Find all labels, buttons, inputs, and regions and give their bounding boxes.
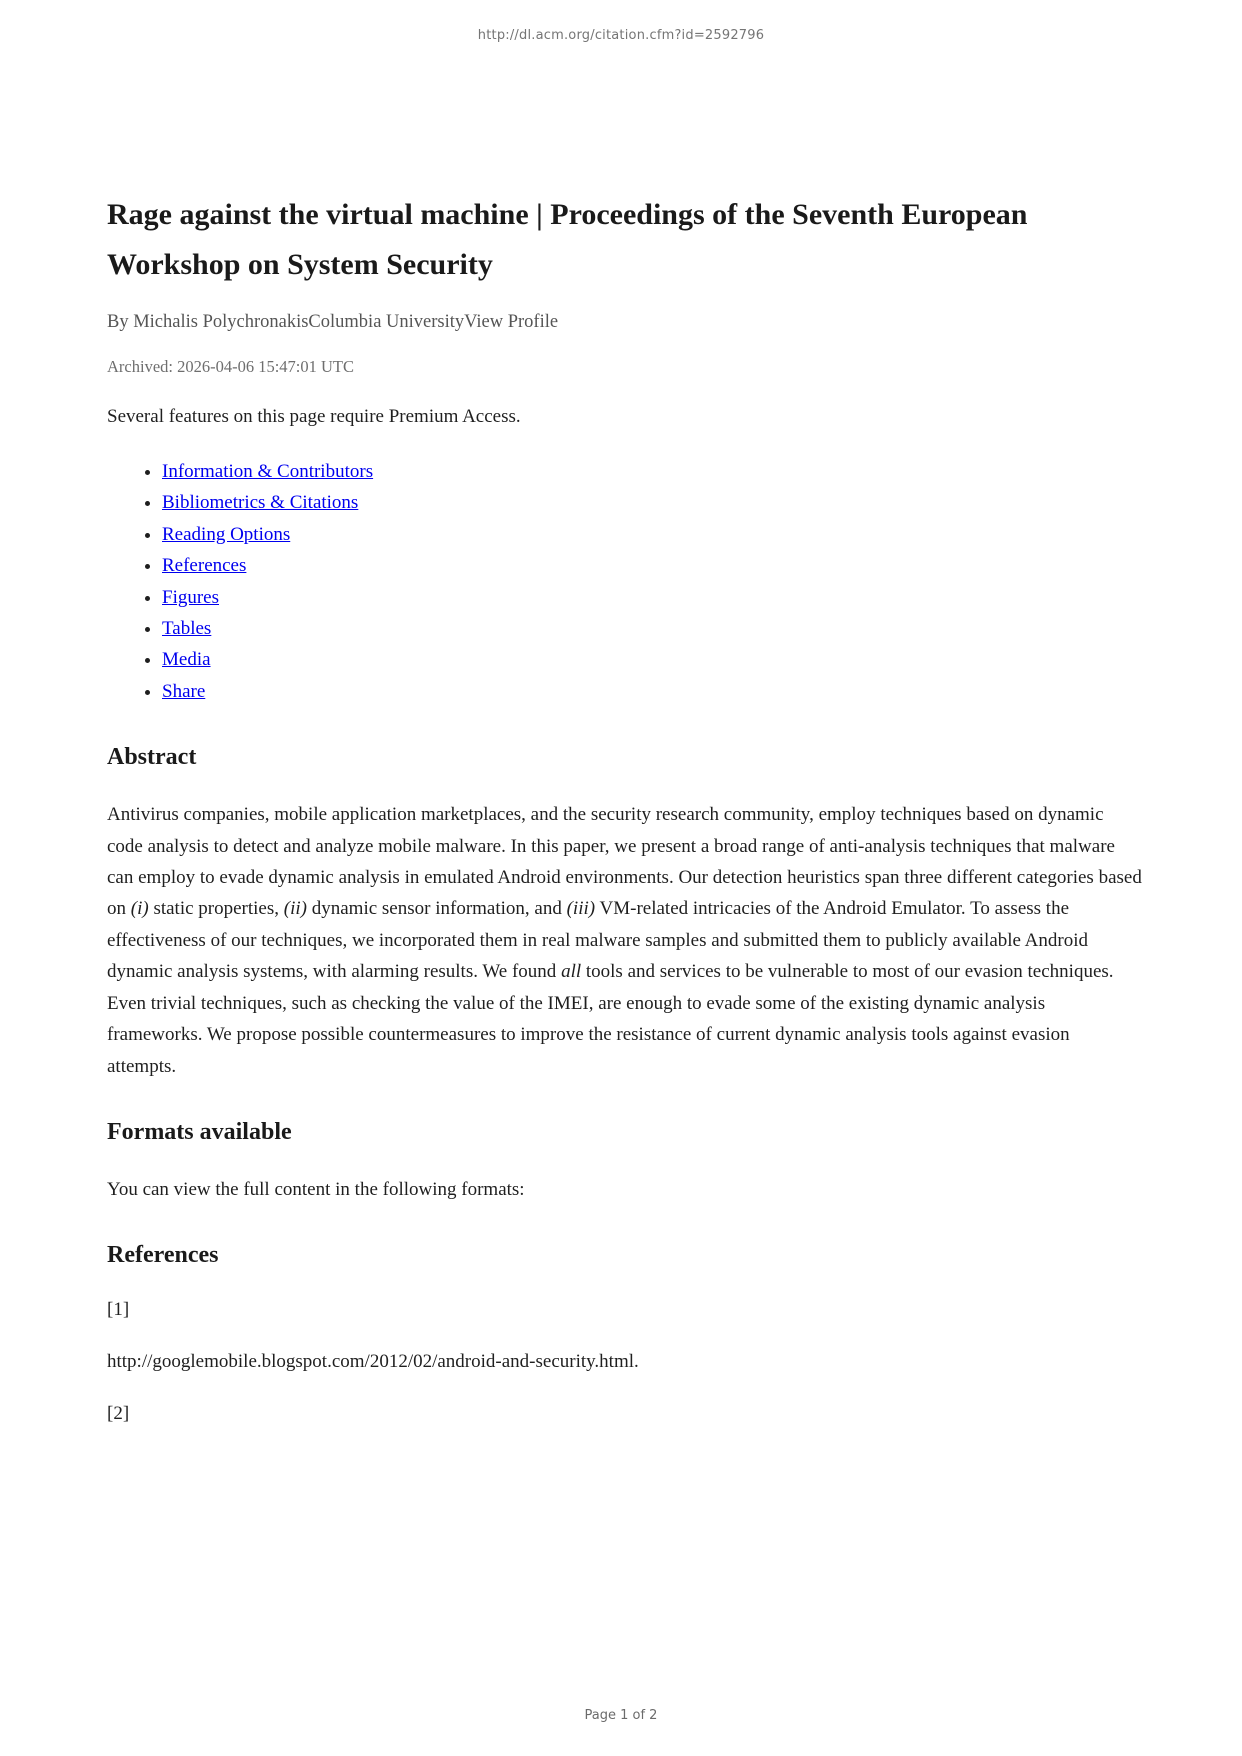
- list-item: [162, 519, 1142, 550]
- reference-number: [2]: [107, 1403, 130, 1425]
- link-figures[interactable]: Figures: [162, 586, 219, 608]
- list-item: [162, 550, 1142, 581]
- list-item: [162, 613, 1142, 644]
- abstract-segment: static properties,: [148, 898, 284, 920]
- abstract-segment: tools and services to be vulnerable to most of our evasion techniques. Even trivial techniques, such as checking the value of the IMEI, are enough to evade some of the existing dynamic analysis frameworks. We propose possible countermeasures to improve the resistance of current dynamic analysis tools against evasion attempts.: [107, 961, 1114, 1077]
- references-heading: References: [107, 1242, 219, 1269]
- abstract-segment: dynamic sensor information, and: [306, 898, 567, 920]
- abstract-segment: (iii): [566, 898, 596, 920]
- archived-timestamp: Archived: 2026-04-06 15:47:01 UTC: [107, 357, 355, 376]
- archive-source-url: http://dl.acm.org/citation.cfm?id=2592796: [477, 28, 765, 43]
- abstract-segment: (i): [130, 898, 149, 920]
- abstract-segment: VM-related intricacies of the Android Emulator. To assess the effectiveness of our techniques, we incorporated them in real malware samples and submitted them to publicly available Android dynamic analysis systems, with alarming results. We found: [107, 898, 1089, 983]
- abstract-segment: Antivirus companies, mobile application marketplaces, and the security research community, employ techniques based on dynamic code analysis to detect and analyze mobile malware. In this paper, we present a broad range of anti-analysis techniques that malware can employ to evade dynamic analysis in emulated Android environments. Our detection heuristics span three different categories based on: [107, 804, 1142, 920]
- page-title: Rage against the virtual machine | Proceedings of the Seventh European Workshop on System Security: [107, 198, 1028, 281]
- list-item: [162, 487, 1142, 518]
- article-content: [107, 0, 1142, 1427]
- link-share[interactable]: Share: [162, 680, 206, 702]
- link-information-contributors[interactable]: Information & Contributors: [162, 461, 374, 482]
- abstract-segment: all: [561, 961, 582, 983]
- reference-number: [1]: [107, 1299, 130, 1321]
- formats-available-text: You can view the full content in the following formats:: [107, 1178, 525, 1200]
- page-number-footer: Page 1 of 2: [584, 1708, 658, 1723]
- reference-text: http://googlemobile.blogspot.com/2012/02/android-and-security.html.: [107, 1351, 639, 1373]
- abstract-paragraph: [107, 799, 1142, 1082]
- list-item: [162, 456, 1142, 487]
- link-media[interactable]: Media: [162, 649, 211, 671]
- list-item: [162, 582, 1142, 613]
- link-references[interactable]: References: [162, 555, 247, 577]
- link-tables[interactable]: Tables: [162, 618, 212, 640]
- premium-access-notice: Several features on this page require Premium Access.: [107, 406, 521, 427]
- abstract-segment: (ii): [283, 898, 307, 920]
- link-bibliometrics-citations[interactable]: Bibliometrics & Citations: [162, 492, 359, 514]
- abstract-heading: Abstract: [107, 744, 197, 771]
- list-item: [162, 676, 1142, 707]
- link-reading-options[interactable]: Reading Options: [162, 523, 291, 545]
- formats-available-heading: Formats available: [107, 1118, 292, 1145]
- page-nav-links: [107, 456, 1142, 707]
- list-item: [162, 644, 1142, 675]
- byline: By Michalis PolychronakisColumbia UniversityView Profile: [107, 312, 559, 332]
